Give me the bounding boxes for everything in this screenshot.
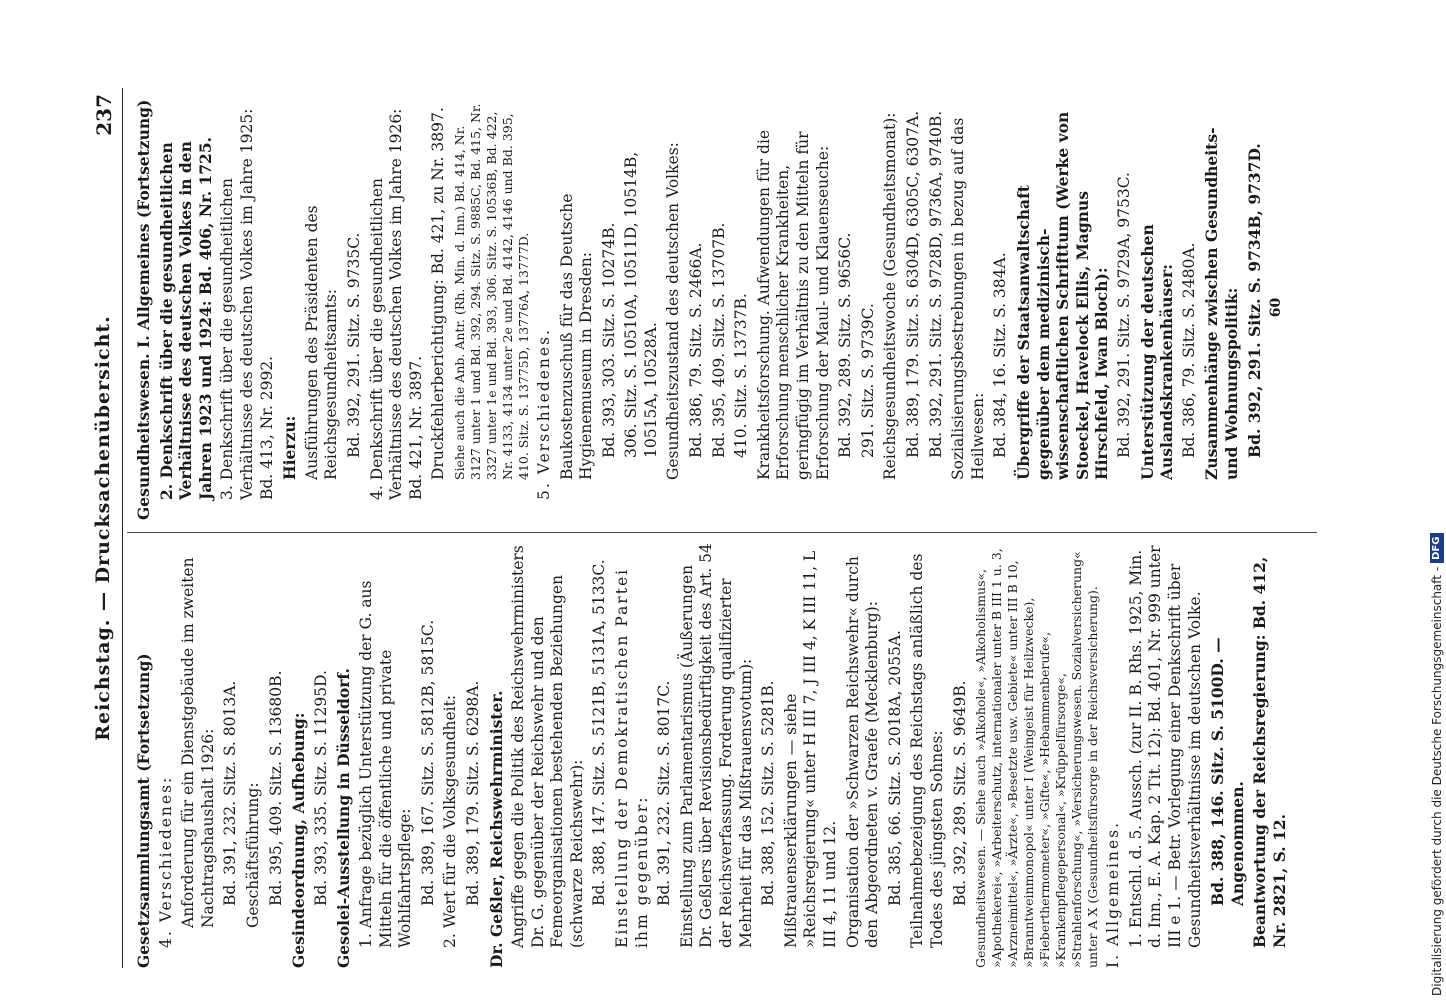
entry-reference: Bd. 393, 303. Sitz. S. 10274B.: [599, 222, 618, 458]
entry-heading-crossref: Gesundheitswesen. — Siehe auch »Alkohole«, »Alkoholismus«, »Apothekerei«, »Arbeiterschutz, internationaler unter B III 1 u. 3, »Arzneimittel«, »Ärzte«, »Besetzte usw. Gebiete« unter III B 10, »Branntweinmonopol« unter I (Weingeist für Heilzwecke), »Fieberthermometer«, »Gifte«, »Hebammenberufe«, »Krankenpflegepersonal«, »Krüppelfürsorge«, »Strahlenforschung«, »Versicherungswesen. Sozialversicherung« unter A X (Gesundheitsfürsorge in der Reichsversicherung).: [973, 548, 1101, 968]
entry-reference: Bd. 392, 291. Sitz. S. 9734B, 9737D.: [1244, 143, 1264, 458]
page-title: Reichstag. — Drucksachenübersicht.: [92, 315, 114, 741]
entry-subheading: Hierzu:: [280, 415, 300, 480]
entry-reference: Bd. 386, 79. Sitz. S. 2480A.: [1179, 242, 1198, 458]
entry-reference: Bd. 388, 146. Sitz. S. 5100D. — Angenommen.: [1208, 637, 1247, 906]
right-column: [134, 95, 1290, 520]
entry-text: Ausführungen des Präsidenten des Reichsgesundheitsamts:: [302, 205, 341, 480]
entry-reference: Bd. 391, 232. Sitz. S. 8017C.: [655, 680, 674, 906]
entry-text: Anforderung für ein Dienstgebäude im zweiten Nachtragshaushalt 1926:: [179, 557, 217, 928]
entry-text: Reichsgesundheitswoche (Gesundheitsmonat):: [881, 112, 900, 480]
entry-reference: 291. Sitz. S. 9739C.: [858, 303, 877, 458]
entry-text: Geschäftsführung:: [243, 782, 262, 928]
entry-text: Krankheitsforschung. Aufwendungen für die Erforschung menschlicher Krankheiten, geringfügig im Verhältnis zu den Mitteln für Erforschung der Maul- und Klauenseuche:: [754, 129, 832, 480]
entry-heading: Dr. Geßler, Reichswehrminister.: [486, 690, 506, 968]
entry-text: Gesundheitszustand des deutschen Volkes:: [664, 142, 683, 480]
entry-text: Druckfehlerberichtigung: Bd. 421, zu Nr. 3897.: [429, 107, 448, 480]
entry-text: Beantwortung der Reichsregierung: Bd. 412, Nr. 2821, S. 12.: [1250, 556, 1289, 948]
credit-text: Digitalisierung gefördert durch die Deutsche Forschungsgemeinschaft -: [1430, 566, 1444, 996]
entry-reference: Bd. 392, 291. Sitz. S. 9728D, 9736A, 9740B.: [926, 110, 945, 458]
entry-text: Teilnahmebezeigung des Reichstags anläßlich des Todes des jüngsten Sohnes:: [908, 553, 946, 948]
entry-reference: Bd. 391, 232. Sitz. S. 8013A.: [221, 680, 240, 906]
entry-text: 1. Anfrage bezüglich Unterstützung der G. aus Mitteln für die öffentliche und private Wohlfahrtspflege:: [356, 580, 415, 948]
entry-text: 1. Entschl. d. 5. Aussch. (zur II. B. Rhs. 1925, Min. d. Inn., E. A. Kap. 2 Tit. 12): Bd. 401, Nr. 999 unter III e 1. — Betr. Vorlegung einer Denkschrift über Gesundheitsverhältnisse im deutschen Volke.: [1126, 545, 1204, 948]
entry-reference: 410. Sitz. S. 13737B.: [732, 293, 751, 458]
entry-text: Sozialisierungsbestrebungen in bezug auf das Heilwesen:: [949, 117, 987, 480]
entry-text: Unterstützung der deutschen Auslandskrankenhäuser:: [1137, 224, 1177, 480]
dfg-logo: DFG: [1430, 534, 1444, 563]
entry-text: Zusammenhänge zwischen Gesundheits- und Wohnungspolitik:: [1202, 127, 1241, 480]
entry-text: Baukostenzuschuß für das Deutsche Hygienemuseum in Dresden:: [557, 193, 596, 480]
header-rule: [122, 88, 123, 968]
entry-reference: Bd. 385, 66. Sitz. S. 2018A, 2055A.: [885, 630, 904, 906]
entry-heading: Gesundheitswesen. I. Allgemeines (Fortsetzung): [134, 99, 153, 520]
entry-text: 2. Wert für die Volksgesundheit:: [441, 694, 460, 948]
entry-reference: Bd. 388, 147. Sitz. S. 5121B, 5131A, 5133C.: [590, 559, 609, 906]
entry-text: Mißtrauenserklärungen — siehe »Reichsregierung« unter H III 7, J III 4, K III 11, L III 4, 11 und 12.: [781, 550, 839, 948]
entry-subheading: 5. Verschiedenes.: [534, 328, 553, 500]
entry-subheading: 4. Verschiedenes:: [156, 775, 175, 948]
document-page: [82, 88, 1322, 968]
entry-text: Angriffe gegen die Politik des Reichswehrministers Dr. G. gegenüber der Reichswehr und den Femeorganisationen bestehenden Beziehungen (schwarze Reichswehr):: [509, 545, 586, 948]
entry-text: 2. Denkschrift über die gesundheitlichen Verhältnisse des deutschen Volkes in den Jahren 1923 und 1924: Bd. 406, Nr. 1725.: [156, 136, 215, 500]
entry-reference: Bd. 388, 152. Sitz. S. 5281B.: [759, 680, 778, 906]
entry-reference: Bd. 395, 409. Sitz. S. 13680B.: [266, 670, 285, 906]
entry-reference: Bd. 389, 179. Sitz. S. 6304D, 6305C, 6307A.: [904, 110, 922, 458]
entry-reference: Bd. 392, 291. Sitz. S. 9735C.: [344, 232, 363, 458]
digitization-credit: [1428, 6, 1446, 996]
page-number: 237: [92, 94, 116, 136]
entry-reference: Bd. 384, 16. Sitz. S. 384A.: [991, 252, 1010, 458]
entry-text: Siehe auch die Anb. Antr. (Rh. Min. d. Inn.) Bd. 414, Nr. 3127 unter 1 und Bd. 392, 294. Sitz. S. 9885C, Bd. 415, Nr. 3327 unter 1e und Bd. 393, 306. Sitz. S. 10536B, Bd. 422, Nr. 4133, 4134 unter 2e und Bd. 4142, 4146 und Bd. 395, 410. Sitz. S. 13775D, 13776A, 13777D.: [451, 103, 531, 480]
section-heading: I. Allgemeines.: [1104, 820, 1123, 968]
signature-mark: 60: [1268, 297, 1285, 318]
entry-reference: Bd. 386, 79. Sitz. S. 2466A.: [687, 242, 706, 458]
entry-heading: Gesindeordnung, Aufhebung:: [289, 712, 309, 968]
column-divider: [127, 532, 1317, 533]
entry-reference: 306. Sitz. S. 10510A, 10511D, 10514B, 10515A, 10528A.: [622, 151, 660, 458]
entry-reference: Bd. 389, 179. Sitz. S. 6298A.: [463, 680, 482, 906]
entry-heading: Gesolei-Ausstellung in Düsseldorf.: [334, 668, 354, 968]
entry-heading: Gesetzsammlungsamt (Fortsetzung): [134, 653, 153, 968]
entry-text: Übergriffe der Staatsanwaltschaft gegenüber dem medizinisch-wissenschaftlichen Schrifttum (Werke von Stoeckel, Havelock Ellis, Magnus Hirschfeld, Iwan Bloch):: [1013, 111, 1112, 480]
entry-text: Organisation der »Schwarzen Reichswehr« durch den Abgeordneten v. Graefe (Mecklenburg):: [843, 556, 882, 948]
entry-text: 3. Denkschrift über die gesundheitlichen Verhältnisse des deutschen Volkes im Jahre 1925: Bd. 413, Nr. 2992.: [218, 108, 276, 500]
entry-reference: Bd. 392, 291. Sitz. S. 9729A, 9753C.: [1114, 172, 1133, 458]
left-column: [134, 543, 1293, 968]
entry-reference: Bd. 395, 409. Sitz. S. 13707B.: [709, 222, 728, 458]
entry-text: 4. Denkschrift über die gesundheitlichen Verhältnisse des deutschen Volkes im Jahre 1926: Bd. 421, Nr. 3897.: [367, 108, 425, 500]
entry-text: Einstellung der Demokratischen Partei ihm gegenüber:: [613, 567, 651, 948]
entry-reference: Bd. 392, 289. Sitz. S. 9656C.: [836, 232, 855, 458]
entry-reference: Bd. 393, 335. Sitz. S. 11295D.: [311, 670, 330, 906]
entry-reference: Bd. 389, 167. Sitz. S. 5812B, 5815C.: [418, 619, 437, 906]
page-header: [92, 88, 120, 968]
entry-reference: Bd. 392, 289. Sitz. S. 9649B.: [950, 680, 969, 906]
entry-text: Einstellung zum Parlamentarismus (Äußerungen Dr. Geßlers über Revisionsbedürftigkeit des Art. 54 der Reichsverfassung. Forderung qualifizierter Mehrheit für das Mißtrauensvotum):: [677, 543, 755, 948]
